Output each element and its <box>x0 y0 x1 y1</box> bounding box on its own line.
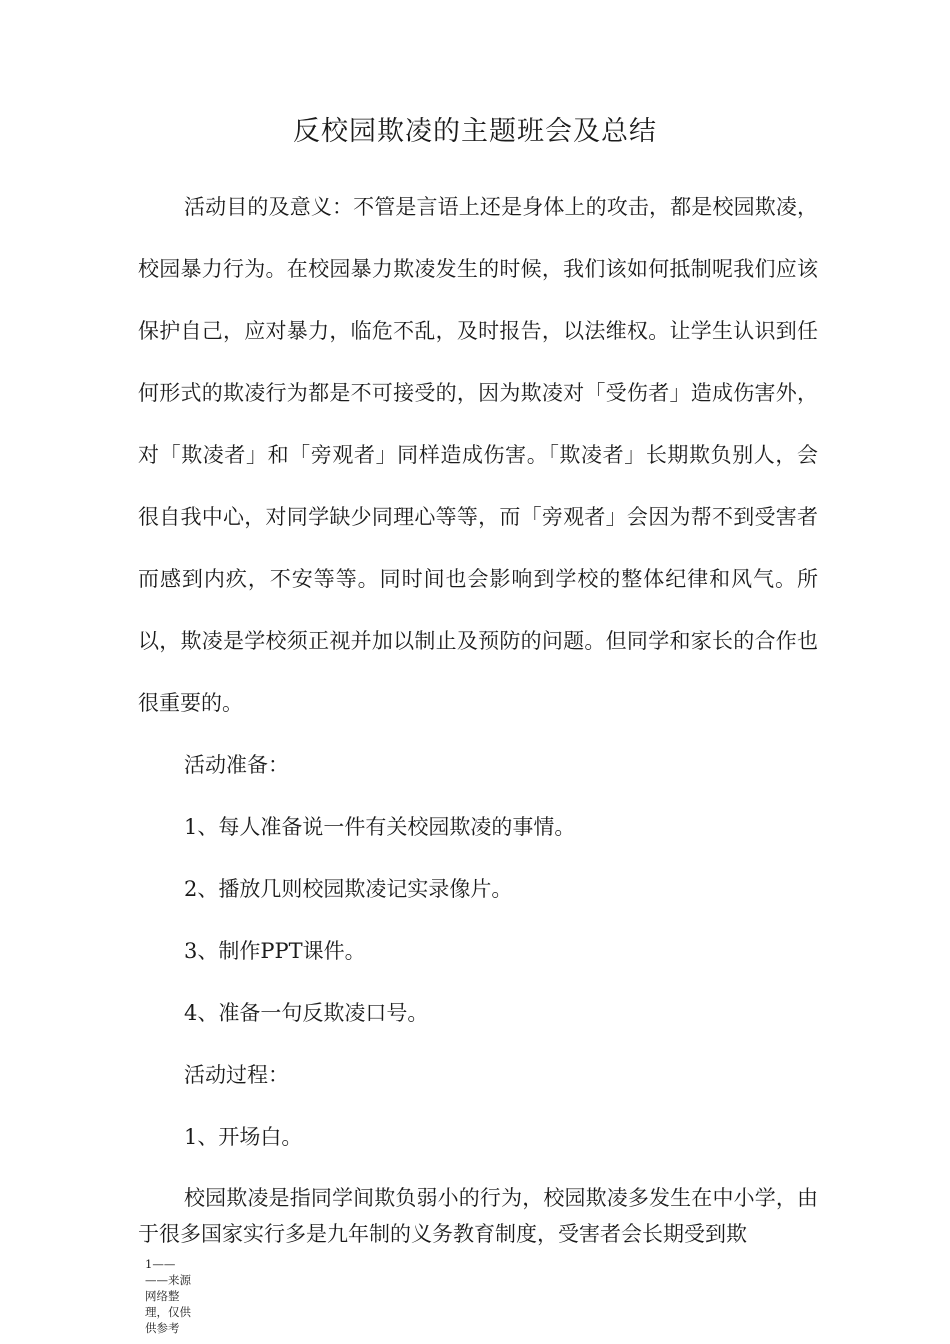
process-item-1: 1、开场白。 <box>184 1125 303 1149</box>
prep-item-3: 3、制作PPT课件。 <box>184 939 366 963</box>
document-body <box>138 176 818 1252</box>
footer-note: 1—— ——来源网络整理，仅供供参考 <box>145 1257 191 1335</box>
process-paragraph: 校园欺凌是指同学间欺负弱小的行为，校园欺凌多发生在中小学，由于很多国家实行多是九年制的义务教育制度，受害者会长期受到欺 <box>138 1186 818 1246</box>
prep-item-4: 4、准备一句反欺凌口号。 <box>184 1001 429 1025</box>
document-title: 反校园欺凌的主题班会及总结 <box>293 116 657 147</box>
process-heading: 活动过程： <box>184 1063 289 1087</box>
prep-item-2: 2、播放几则校园欺凌记实录像片。 <box>184 877 513 901</box>
prep-item-1: 1、每人准备说一件有关校园欺凌的事情。 <box>184 815 576 839</box>
prep-heading: 活动准备： <box>184 753 289 777</box>
intro-paragraph: 活动目的及意义：不管是言语上还是身体上的攻击，都是校园欺凌，校园暴力行为。在校园暴力欺凌发生的时候，我们该如何抵制呢我们应该保护自己，应对暴力，临危不乱，及时报告，以法维权。让学生认识到任何形式的欺凌行为都是不可接受的，因为欺凌对「受伤者」造成伤害外，对「欺凌者」和「旁观者」同样造成伤害。「欺凌者」长期欺负别人，会很自我中心，对同学缺少同理心等等，而「旁观者」会因为帮不到受害者而感到内疚，不安等等。同时间也会影响到学校的整体纪律和风气。所以，欺凌是学校须正视并加以制止及预防的问题。但同学和家长的合作也很重要的。 <box>138 195 818 715</box>
